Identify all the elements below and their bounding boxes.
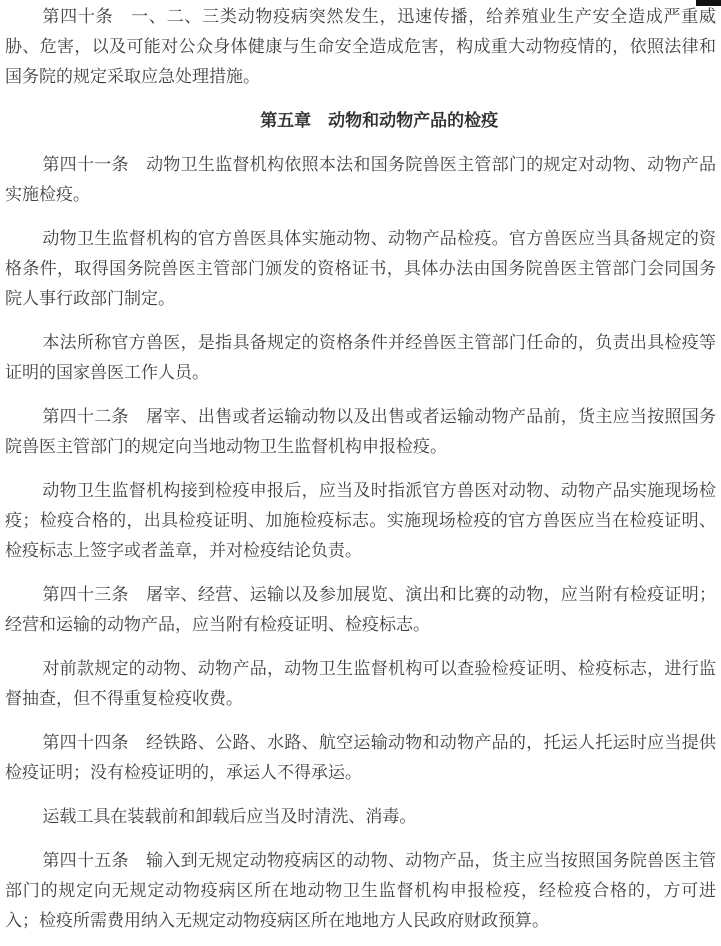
paragraph-onsite-inspection: 动物卫生监督机构接到检疫申报后，应当及时指派官方兽医对动物、动物产品实施现场检疫；检疫合格的，出具检疫证明、加施检疫标志。实施现场检疫的官方兽医应当在检疫证明、检疫标志上签字或者盖章，并对检疫结论负责。: [5, 481, 716, 560]
paragraph-article-43: 第四十三条 屠宰、经营、运输以及参加展览、演出和比赛的动物，应当附有检疫证明；经营和运输的动物产品，应当附有检疫证明、检疫标志。: [5, 585, 716, 634]
paragraph-article-42: 第四十二条 屠宰、出售或者运输动物以及出售或者运输动物产品前，货主应当按照国务院兽医主管部门的规定向当地动物卫生监督机构申报检疫。: [5, 407, 716, 456]
paragraph-article-44: 第四十四条 经铁路、公路、水路、航空运输动物和动物产品的，托运人托运时应当提供检疫证明；没有检疫证明的，承运人不得承运。: [5, 733, 716, 782]
paragraph-transport-cleaning: 运载工具在装载前和卸载后应当及时清洗、消毒。: [42, 807, 417, 826]
paragraph-article-41: 第四十一条 动物卫生监督机构依照本法和国务院兽医主管部门的规定对动物、动物产品实施检疫。: [5, 155, 716, 204]
paragraph-article-40: 第四十条 一、二、三类动物疫病突然发生，迅速传播，给养殖业生产安全造成严重威胁、危害，以及可能对公众身体健康与生命安全造成危害，构成重大动物疫情的，依照法律和国务院的规定采取应急处理措施。: [5, 7, 716, 86]
paragraph-article-45: 第四十五条 输入到无规定动物疫病区的动物、动物产品，货主应当按照国务院兽医主管部门的规定向无规定动物疫病区所在地动物卫生监督机构申报检疫，经检疫合格的，方可进入；检疫所需费用纳入无规定动物疫病区所在地地方人民政府财政预算。: [5, 851, 716, 930]
corner-mark: [696, 0, 721, 6]
chapter-5-heading: 第五章 动物和动物产品的检疫: [260, 111, 499, 130]
paragraph-official-vet-definition: 本法所称官方兽医，是指具备规定的资格条件并经兽医主管部门任命的，负责出具检疫等证明的国家兽医工作人员。: [5, 333, 716, 382]
paragraph-official-vet-duties: 动物卫生监督机构的官方兽医具体实施动物、动物产品检疫。官方兽医应当具备规定的资格条件，取得国务院兽医主管部门颁发的资格证书，具体办法由国务院兽医主管部门会同国务院人事行政部门制定。: [5, 229, 716, 308]
paragraph-spot-check: 对前款规定的动物、动物产品，动物卫生监督机构可以查验检疫证明、检疫标志，进行监督抽查，但不得重复检疫收费。: [5, 659, 716, 708]
